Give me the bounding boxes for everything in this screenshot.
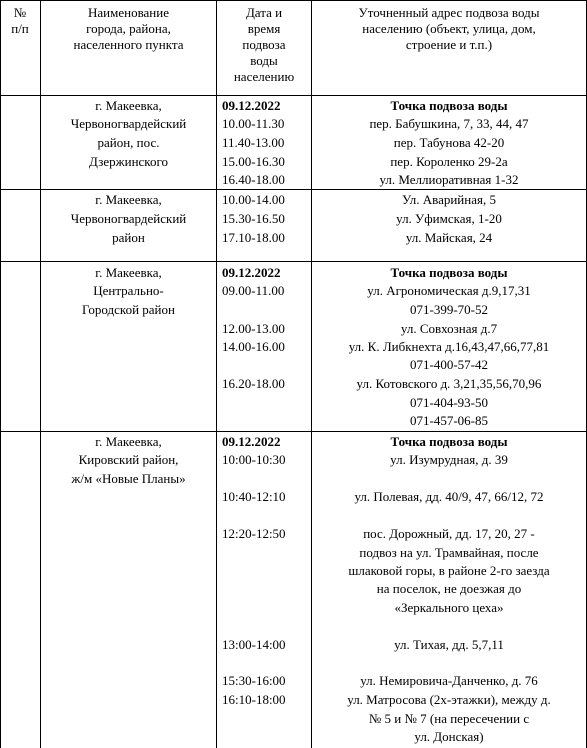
section-address: ул. Немировича-Данченко, д. 76 bbox=[360, 673, 538, 688]
section-time: 14.00-16.00 bbox=[222, 339, 285, 354]
section-time: 17.10-18.00 bbox=[222, 230, 285, 245]
section-time: 12.00-13.00 bbox=[222, 321, 285, 336]
header-date: воды bbox=[250, 53, 278, 68]
section-time: 16:10-18:00 bbox=[222, 692, 286, 707]
section-address: ул. Тихая, дд. 5,7,11 bbox=[394, 637, 504, 652]
section-place: Дзержинского bbox=[89, 154, 168, 169]
section-address: ул. Совхозная д.7 bbox=[400, 321, 498, 336]
section-address: ул. Донская) bbox=[414, 729, 484, 744]
section-address-heading: Точка подвоза воды bbox=[390, 98, 508, 113]
section-address: ул. Полевая, дд. 40/9, 47, 66/12, 72 bbox=[354, 489, 544, 504]
section-address: ул. Матросова (2х-этажки), между д. bbox=[347, 692, 551, 707]
section-place: Кировский район, bbox=[78, 452, 179, 467]
table-border-top bbox=[0, 0, 587, 1]
section-address: ул. Котовского д. 3,21,35,56,70,96 bbox=[356, 376, 542, 391]
header-date: время bbox=[247, 21, 281, 36]
header-date: Дата и bbox=[245, 5, 283, 20]
section-phone: 071-400-57-42 bbox=[410, 357, 488, 372]
section-address: ул. К. Либкнехта д.16,43,47,66,77,81 bbox=[348, 339, 550, 354]
section-address: ул. Меллиоративная 1-32 bbox=[379, 172, 519, 187]
section-time: 15:30-16:00 bbox=[222, 673, 286, 688]
section-time: 11.40-13.00 bbox=[222, 135, 285, 150]
section-date: 09.12.2022 bbox=[222, 265, 281, 280]
header-address: Уточненный адрес подвоза воды bbox=[358, 5, 540, 20]
section-address: подвоз на ул. Трамвайная, после bbox=[359, 545, 539, 560]
section-date: 09.12.2022 bbox=[222, 434, 281, 449]
section-place: ж/м «Новые Планы» bbox=[71, 471, 186, 486]
section-time: 10:40-12:10 bbox=[222, 489, 286, 504]
section-time: 15.30-16.50 bbox=[222, 211, 285, 226]
header-date: подвоза bbox=[242, 37, 286, 52]
section-time: 10:00-10:30 bbox=[222, 452, 286, 467]
section-time: 12:20-12:50 bbox=[222, 526, 286, 541]
header-number: № bbox=[13, 5, 27, 20]
header-place: населенного пункта bbox=[73, 37, 184, 52]
section-address: ул. Майская, 24 bbox=[405, 230, 493, 245]
section-address-heading: Точка подвоза воды bbox=[390, 434, 508, 449]
section-time: 13:00-14:00 bbox=[222, 637, 286, 652]
section-address: ул. Агрономическая д.9,17,31 bbox=[367, 283, 531, 298]
section-time: 10.00-11.30 bbox=[222, 116, 285, 131]
header-bottom-border bbox=[0, 95, 587, 96]
column-divider-2 bbox=[216, 0, 217, 748]
section-time: 10.00-14.00 bbox=[222, 192, 285, 207]
header-place: Наименование bbox=[88, 5, 169, 20]
section-place: Червоногвардейский bbox=[70, 116, 187, 131]
header-date: населению bbox=[233, 69, 295, 84]
section-time: 16.20-18.00 bbox=[222, 376, 285, 391]
section-place: район, пос. bbox=[97, 135, 160, 150]
section-place: г. Макеевка, bbox=[95, 265, 162, 280]
section-place: Червоногвардейский bbox=[70, 211, 187, 226]
section-phone: 071-404-93-50 bbox=[410, 395, 488, 410]
section-address: ул. Уфимская, 1-20 bbox=[396, 211, 502, 226]
section-address-heading: Точка подвоза воды bbox=[390, 265, 508, 280]
section-place: г. Макеевка, bbox=[95, 192, 162, 207]
section-date: 09.12.2022 bbox=[222, 98, 281, 113]
header-place: города, района, bbox=[86, 21, 171, 36]
section-address: пос. Дорожный, дд. 17, 20, 27 - bbox=[363, 526, 535, 541]
section-phone: 071-399-70-52 bbox=[410, 302, 488, 317]
section-address: «Зеркального цеха» bbox=[394, 600, 504, 615]
section-place: Центрально- bbox=[93, 283, 164, 298]
section-address: на поселок, не доезжая до bbox=[376, 581, 522, 596]
section-divider-3 bbox=[0, 431, 587, 432]
section-phone: 071-457-06-85 bbox=[410, 413, 488, 428]
section-place: Городской район bbox=[82, 302, 175, 317]
section-time: 16.40-18.00 bbox=[222, 172, 285, 187]
section-place: г. Макеевка, bbox=[95, 98, 162, 113]
header-number: п/п bbox=[11, 21, 29, 36]
section-time: 15.00-16.30 bbox=[222, 154, 285, 169]
section-address: пер. Короленко 29-2а bbox=[390, 154, 508, 169]
section-address: пер. Бабушкина, 7, 33, 44, 47 bbox=[369, 116, 529, 131]
section-divider-1 bbox=[0, 189, 587, 190]
section-divider-2 bbox=[0, 261, 587, 262]
table-border-left bbox=[0, 0, 1, 748]
header-address: населению (объект, улица, дом, bbox=[362, 21, 536, 36]
section-place: район bbox=[112, 230, 145, 245]
header-address: строение и т.п.) bbox=[405, 37, 493, 52]
section-address: № 5 и № 7 (на пересечении с bbox=[368, 711, 530, 726]
section-place: г. Макеевка, bbox=[95, 434, 162, 449]
section-address: шлаковой горы, в районе 2-го заезда bbox=[348, 563, 550, 578]
section-address: пер. Табунова 42-20 bbox=[393, 135, 505, 150]
section-time: 09.00-11.00 bbox=[222, 283, 285, 298]
section-address: ул. Изумрудная, д. 39 bbox=[390, 452, 508, 467]
section-address: Ул. Аварийная, 5 bbox=[402, 192, 496, 207]
